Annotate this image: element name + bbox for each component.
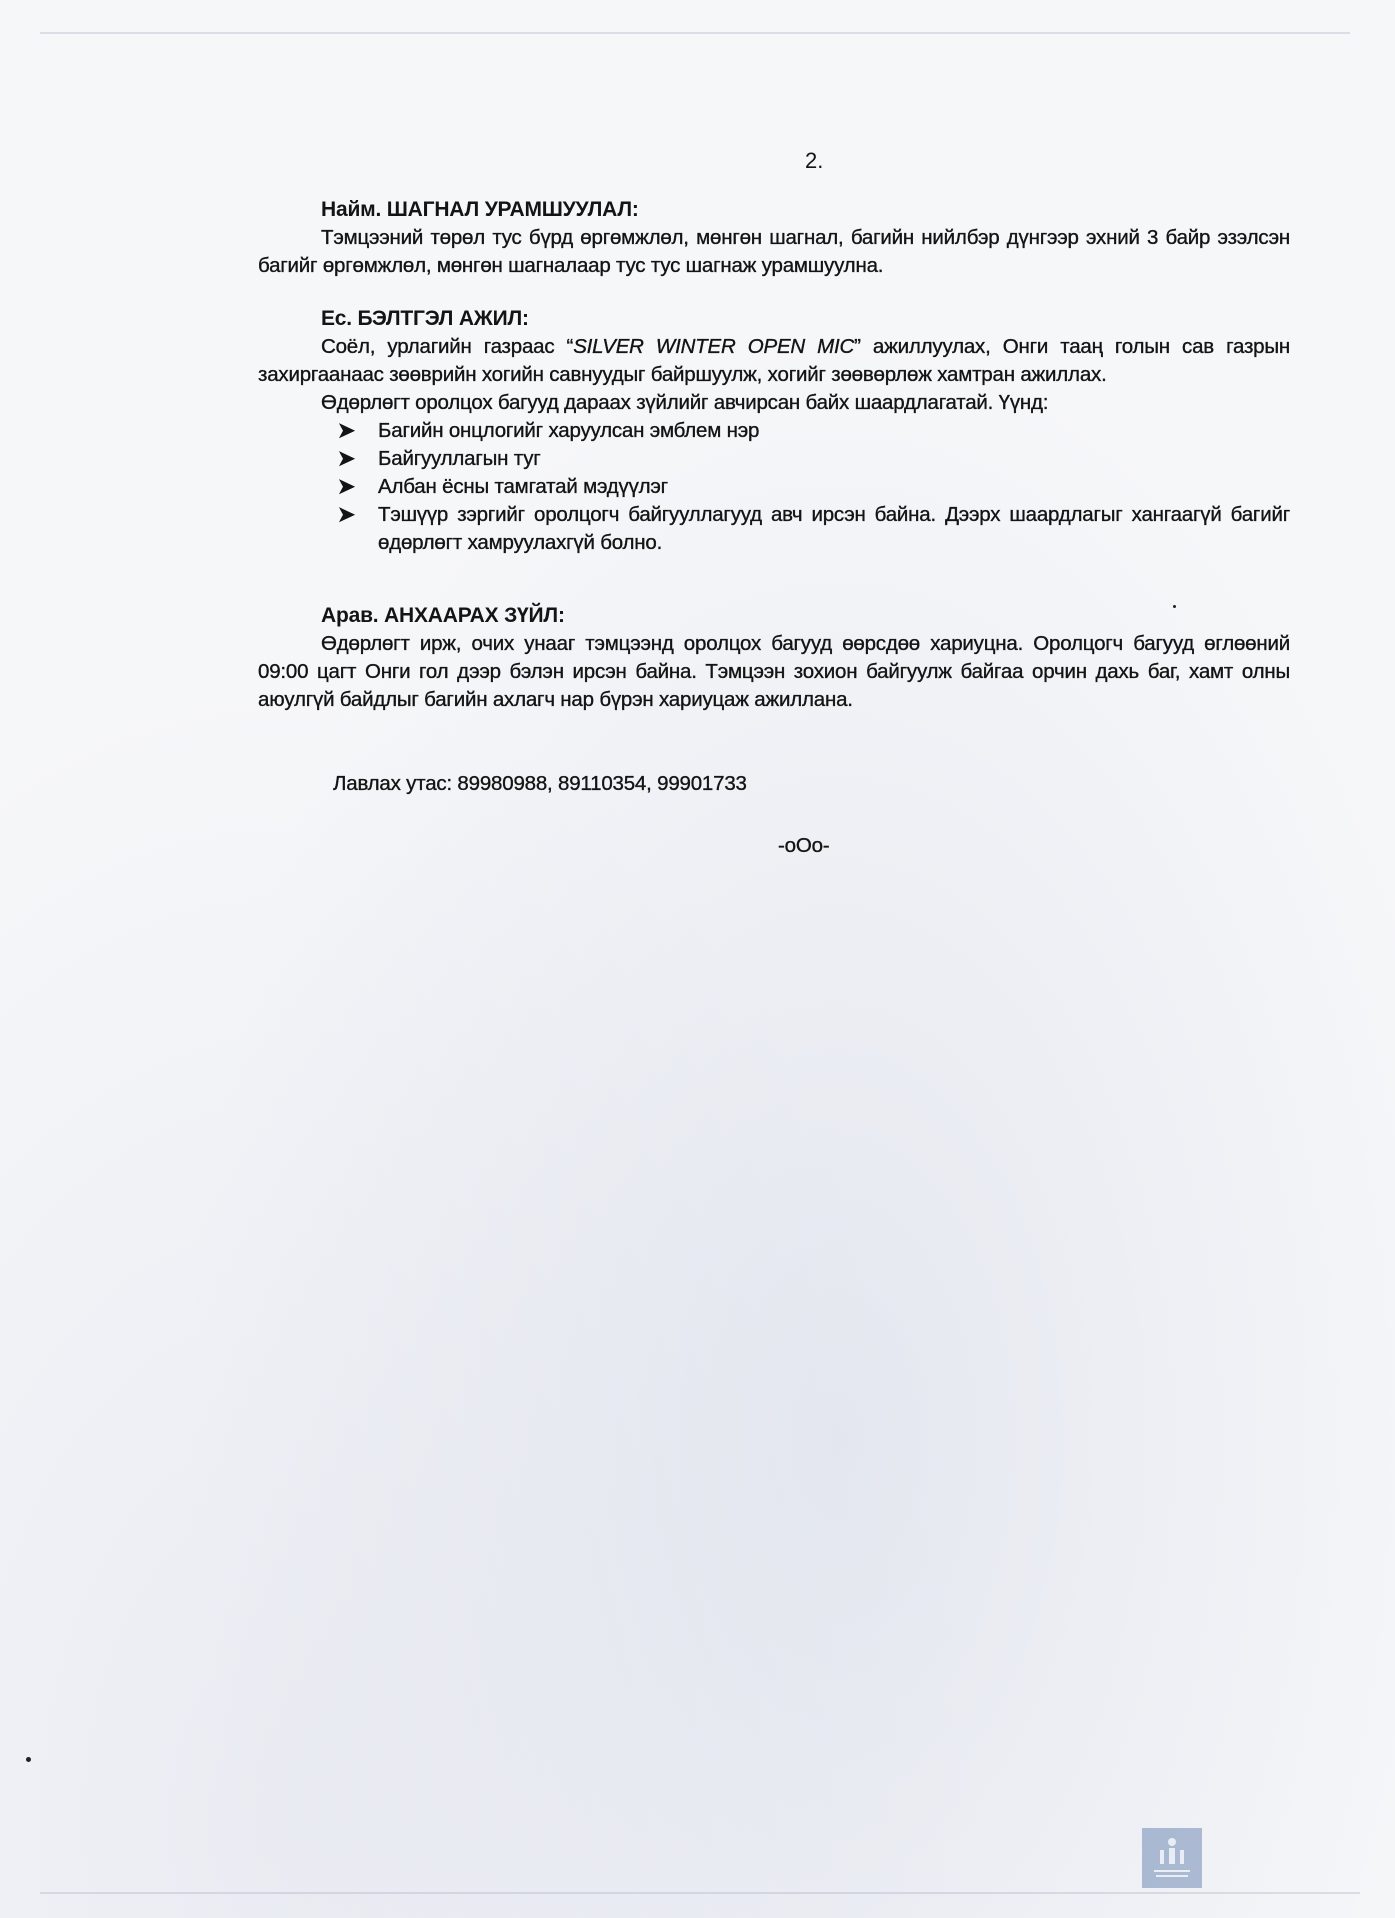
section-awards — [258, 196, 1290, 280]
list-item-text: Тэшүүр зэргийг оролцогч байгууллагууд авч ирсэн байна. Дээрх шаардлагыг хангаагүй багийг өдөрлөгт хамруулахгүй болно. — [378, 503, 1290, 554]
section-preparation — [258, 305, 1290, 557]
list-item — [338, 445, 1290, 473]
reference-phone-numbers: Лавлах утас: 89980988, 89110354, 99901733 — [333, 772, 747, 795]
arrow-bullet-icon: ➤ — [338, 504, 355, 526]
requirements-list — [258, 417, 1290, 557]
page-edge-bottom — [40, 1892, 1360, 1894]
event-name: SILVER WINTER OPEN MIC — [573, 335, 855, 358]
end-mark: -oOo- — [778, 834, 830, 857]
requirements-intro: Өдөрлөгт оролцох багууд дараах зүйлийг авчирсан байх шаардлагатай. Үүнд: — [321, 391, 1049, 414]
mongolian-government-seal-icon — [1142, 1828, 1202, 1888]
scan-speck — [1173, 605, 1176, 608]
section-awards-heading: Найм. ШАГНАЛ УРАМШУУЛАЛ: — [321, 198, 639, 221]
arrow-bullet-icon: ➤ — [338, 420, 355, 442]
page-edge-top — [40, 32, 1350, 34]
section-notes-text: Өдөрлөгт ирж, очих унааг тэмцээнд оролцох багууд өөрсдөө хариуцна. Оролцогч багууд өглөөний 09:00 цагт Онги гол дээр бэлэн ирсэн байна. Тэмцээн зохион байгуулж байгаа орчин дахь баг, хамт олны аюулгүй байдлыг багийн ахлагч нар бүрэн хариуцаж ажиллана. — [258, 632, 1290, 711]
section-preparation-heading: Ес. БЭЛТГЭЛ АЖИЛ: — [321, 307, 529, 330]
arrow-bullet-icon: ➤ — [338, 448, 355, 470]
list-item — [338, 417, 1290, 445]
section-notes — [258, 602, 1290, 714]
list-item — [338, 501, 1290, 557]
section-preparation-text — [258, 333, 1290, 389]
list-item-text: Албан ёсны тамгатай мэдүүлэг — [378, 475, 668, 498]
page-number: 2. — [805, 148, 824, 173]
preparation-text-after: ” ажиллуулах, Онги тааң голын сав газрын захиргаанаас зөөврийн хогийн савнуудыг байршуулж, хогийг зөөвөрлөж хамтран ажиллах. — [258, 335, 1291, 386]
scan-speck — [26, 1757, 31, 1762]
list-item — [338, 473, 1290, 501]
preparation-text-before: Соёл, урлагийн газраас “ — [321, 335, 574, 358]
arrow-bullet-icon: ➤ — [338, 476, 355, 498]
list-item-text: Байгууллагын туг — [378, 447, 541, 470]
section-notes-heading: Арав. АНХААРАХ ЗҮЙЛ: — [321, 604, 565, 627]
list-item-text: Багийн онцлогийг харуулсан эмблем нэр — [378, 419, 760, 442]
section-awards-text: Тэмцээний төрөл тус бүрд өргөмжлөл, мөнгөн шагнал, багийн нийлбэр дүнгээр эхний 3 байр эзэлсэн багийг өргөмжлөл, мөнгөн шагналаар тус тус шагнаж урамшуулна. — [258, 226, 1290, 277]
